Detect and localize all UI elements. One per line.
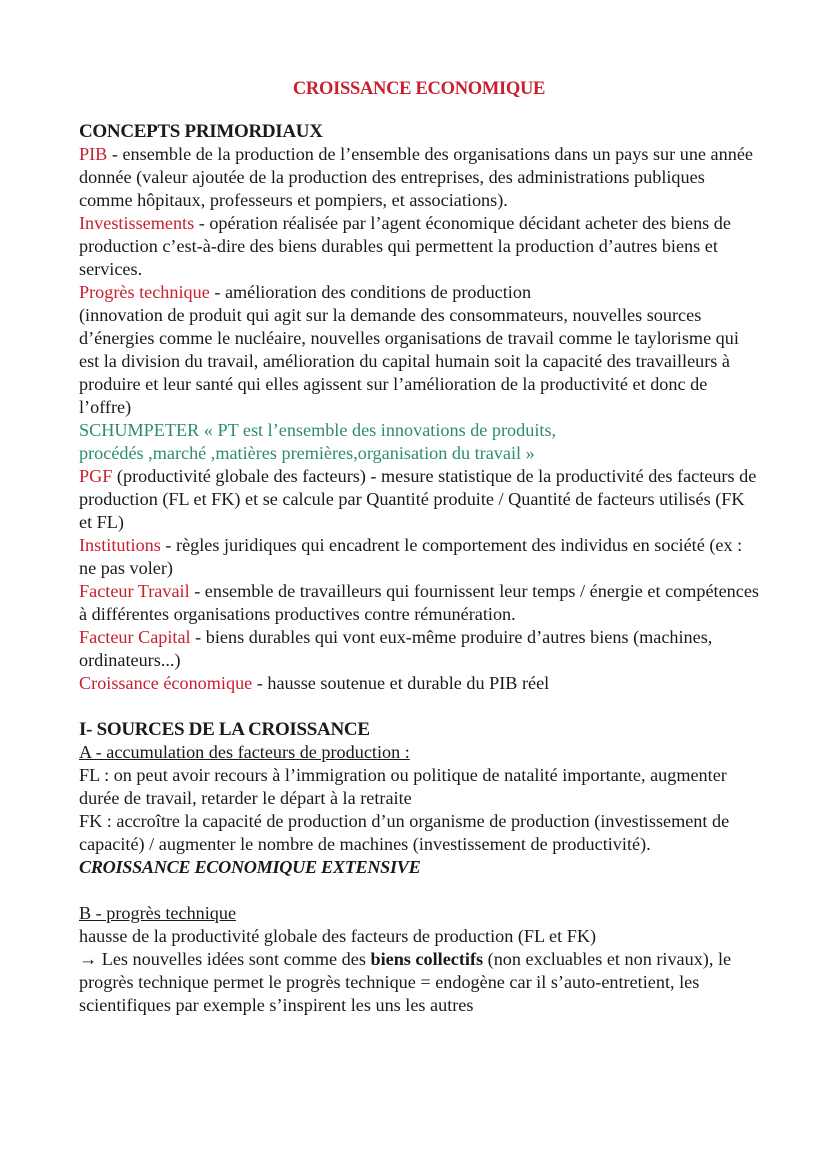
schumpeter-quote-line1: SCHUMPETER « PT est l’ensemble des innovations de produits, xyxy=(79,420,557,440)
definition-text: - ensemble de la production de l’ensemble des organisations dans un pays sur une année donnée (valeur ajoutée de la production des entreprises, des administrations publiques comme hôpitaux, professeurs et pompiers, et associations). xyxy=(79,144,753,210)
term-label: Investissements xyxy=(79,213,195,233)
definition-pgf xyxy=(79,465,759,534)
term-label: Croissance économique xyxy=(79,673,253,693)
term-label: PGF xyxy=(79,466,113,486)
document-page xyxy=(79,76,759,1017)
definition-text: - hausse soutenue et durable du PIB réel xyxy=(252,673,550,693)
definition-text: (productivité globale des facteurs) - mesure statistique de la productivité des facteurs de production (FL et FK) et se calcule par Quantité produite / Quantité de facteurs utilisés (FK et FL) xyxy=(79,466,757,532)
spacer xyxy=(79,695,759,718)
spacer xyxy=(79,879,759,902)
definition-text: - biens durables qui vont eux-même produire d’autres biens (machines, ordinateurs...) xyxy=(79,627,713,670)
term-label: Facteur Capital xyxy=(79,627,191,647)
partB-line1: hausse de la productivité globale des facteurs de production (FL et FK) xyxy=(79,926,597,946)
term-label: Institutions xyxy=(79,535,161,555)
schumpeter-quote-line2: procédés ,marché ,matières premières,organisation du travail » xyxy=(79,443,535,463)
definition-investissements xyxy=(79,212,759,281)
section1-heading: I- SOURCES DE LA CROISSANCE xyxy=(79,719,370,740)
partB-heading: B - progrès technique xyxy=(79,903,237,923)
biens-collectifs-bold: biens collectifs xyxy=(370,949,484,969)
definition-facteur-travail xyxy=(79,580,759,626)
definition-text: - règles juridiques qui encadrent le comportement des individus en société (ex : ne pas voler) xyxy=(79,535,743,578)
definition-progres-technique xyxy=(79,281,759,304)
partA-fk: FK : accroître la capacité de production d’un organisme de production (investissement de capacité) / augmenter le nombre de machines (investissement de productivité). xyxy=(79,811,730,854)
definition-croissance-economique xyxy=(79,672,759,695)
definition-institutions xyxy=(79,534,759,580)
definition-pib xyxy=(79,143,759,212)
partA-conclusion: CROISSANCE ECONOMIQUE EXTENSIVE xyxy=(79,857,421,877)
term-label: Facteur Travail xyxy=(79,581,190,601)
definition-facteur-capital xyxy=(79,626,759,672)
definition-text: - amélioration des conditions de production xyxy=(209,282,532,302)
concepts-heading: CONCEPTS PRIMORDIAUX xyxy=(79,121,323,142)
definition-text: - ensemble de travailleurs qui fournissent leur temps / énergie et compétences à différentes organisations productives contre rémunération. xyxy=(79,581,759,624)
document-title: CROISSANCE ECONOMIQUE xyxy=(292,79,546,99)
term-label: PIB xyxy=(79,144,108,164)
definition-detail: (innovation de produit qui agit sur la demande des consommateurs, nouvelles sources d’énergies comme le nucléaire, nouvelles organisations de travail comme le taylorisme qui est la division du travail, amélioration du capital humain soit la capacité des travailleurs à produire et leur santé qui elles agissent sur l’amélioration de la productivité et donc de l’offre) xyxy=(79,305,739,417)
partA-fl: FL : on peut avoir recours à l’immigration ou politique de natalité importante, augmenter durée de travail, retarder le départ à la retraite xyxy=(79,765,727,808)
definition-text: - opération réalisée par l’agent économique décidant acheter des biens de production c’est-à-dire des biens durables qui permettent la production d’autres biens et services. xyxy=(79,213,731,279)
term-label: Progrès technique xyxy=(79,282,210,302)
partA-heading: A - accumulation des facteurs de production : xyxy=(79,742,410,762)
partB-arrow-paragraph xyxy=(79,948,759,1017)
arrow-prefix: → Les nouvelles idées sont comme des xyxy=(79,949,371,969)
arrow-suffix: (non excluables et non rivaux), le progrès technique permet le progrès technique = endogène car il s’auto-entretient, les scientifiques par exemple s’inspirent les uns les autres xyxy=(79,949,732,1015)
